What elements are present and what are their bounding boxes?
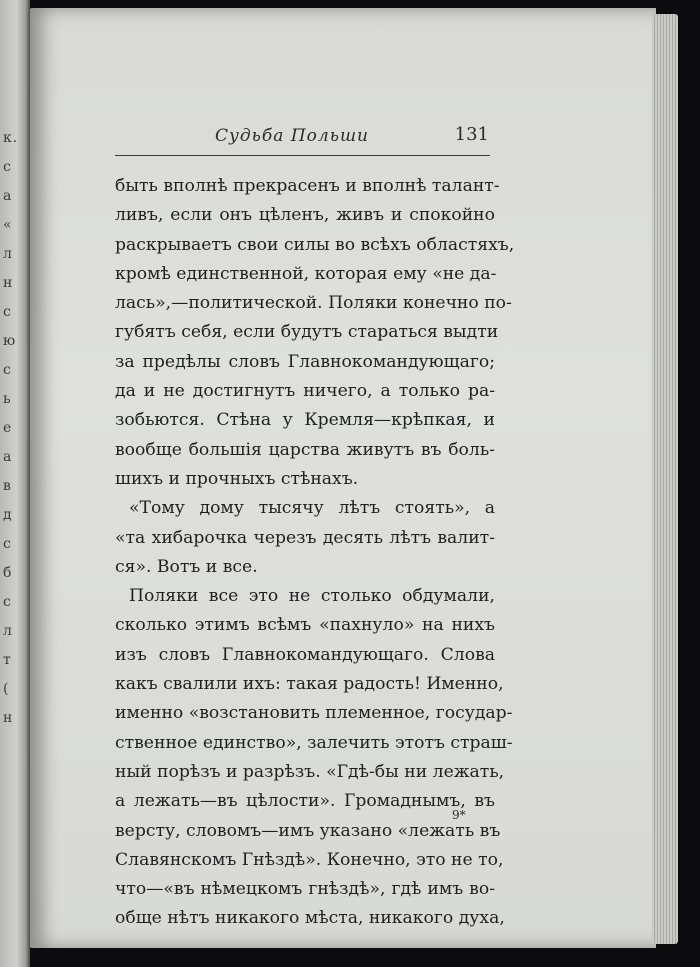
- text-line: что—«въ нѣмецкомъ гнѣздѣ», гдѣ имъ во-: [115, 879, 495, 900]
- left-page-fragment: ь: [3, 391, 12, 407]
- left-page-fragment: л: [3, 623, 13, 639]
- text-line: вообще большія царства живутъ въ боль-: [115, 439, 495, 460]
- left-page-fragment: б: [3, 565, 13, 581]
- left-page-fragment: с: [3, 594, 12, 610]
- text-line: Славянскомъ Гнѣздѣ». Конечно, это не то,: [115, 849, 504, 870]
- text-line: губятъ себя, если будутъ стараться выдти: [115, 322, 499, 343]
- left-page-fragment: с: [3, 159, 12, 175]
- text-line: изъ словъ Главнокомандующаго. Слова: [115, 644, 495, 665]
- text-line: ливъ, если онъ цѣленъ, живъ и спокойно: [115, 205, 495, 226]
- left-page-fragment: с: [3, 304, 12, 320]
- left-page-fragment: (: [3, 681, 10, 697]
- left-page-fragment: с: [3, 536, 12, 552]
- left-page-fragment: д: [3, 507, 13, 523]
- text-line: обще нѣтъ никакого мѣста, никакого духа,: [115, 908, 505, 929]
- text-line: раскрываетъ свои силы во всѣхъ областяхъ,: [115, 234, 515, 255]
- page-number: 131: [454, 124, 489, 145]
- left-page-fragment: н: [3, 275, 14, 291]
- text-line: да и не достигнутъ ничего, а только ра-: [115, 381, 495, 402]
- text-line: ственное единство», залечить этотъ страш-: [115, 732, 513, 753]
- text-line: ся». Вотъ и все.: [115, 556, 258, 577]
- left-page-fragment: т: [3, 652, 12, 668]
- left-page-fragment: с: [3, 362, 12, 378]
- text-line: а лежать—въ цѣлости». Громаднымъ, въ: [115, 791, 495, 812]
- left-page-fragment: в: [3, 478, 12, 494]
- text-line: сколько этимъ всѣмъ «пахнуло» на нихъ: [115, 615, 495, 636]
- text-line: ный порѣзъ и разрѣзъ. «Гдѣ-бы ни лежать,: [115, 761, 505, 782]
- text-line: «Тому дому тысячу лѣтъ стоять», а: [129, 498, 495, 519]
- left-page-fragment: а: [3, 449, 13, 465]
- running-title: Судьба Польши: [215, 126, 370, 146]
- text-line: «та хибарочка черезъ десять лѣтъ валит-: [115, 527, 495, 548]
- text-line: какъ свалили ихъ: такая радость! Именно,: [115, 674, 504, 695]
- text-line: кромѣ единственной, которая ему «не да-: [115, 263, 497, 284]
- text-line: Поляки все это не столько обдумали,: [129, 586, 495, 607]
- left-page-fragment: ю: [3, 333, 17, 349]
- header-rule: [115, 155, 490, 156]
- left-page-fragment: а: [3, 188, 13, 204]
- text-line: шихъ и прочныхъ стѣнахъ.: [115, 468, 359, 489]
- body-text: [115, 172, 515, 934]
- left-page-fragment: е: [3, 420, 13, 436]
- left-page-edge: [0, 0, 30, 967]
- left-page-fragment: н: [3, 710, 14, 726]
- text-line: именно «возстановить племенное, государ-: [115, 703, 513, 724]
- left-page-fragment: л: [3, 246, 13, 262]
- text-line: за предѣлы словъ Главнокомандующаго;: [115, 351, 495, 372]
- signature-mark: 9*: [452, 808, 466, 822]
- text-line: зобьются. Стѣна у Кремля—крѣпкая, и: [115, 410, 495, 431]
- text-line: лась»,—политической. Поляки конечно по-: [115, 293, 512, 314]
- left-page-fragment: к.: [3, 130, 19, 146]
- page-edges: [652, 14, 678, 944]
- text-line: версту, словомъ—имъ указано «лежать въ: [115, 820, 501, 841]
- page-header: [85, 120, 489, 150]
- left-page-fragment: «: [3, 217, 13, 233]
- text-line: быть вполнѣ прекрасенъ и вполнѣ талант-: [115, 176, 500, 196]
